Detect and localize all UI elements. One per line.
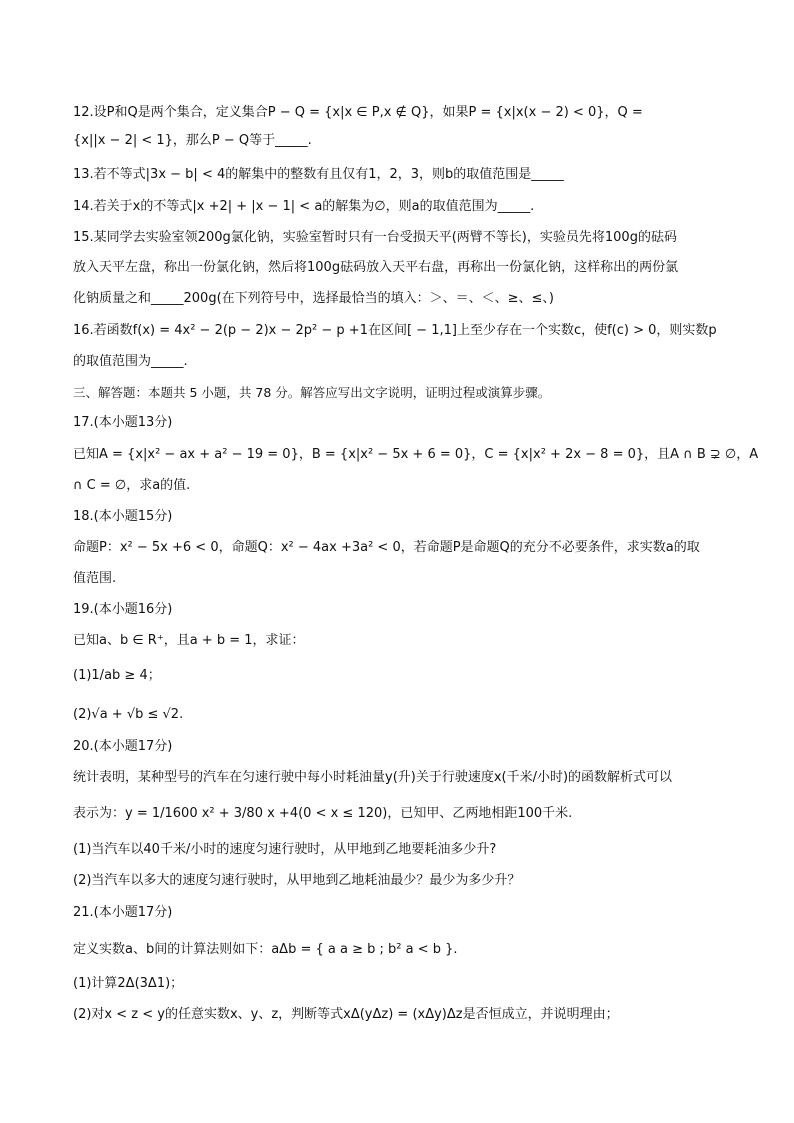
- q17-line-2: ∩ C = ∅，求a的值.: [73, 478, 191, 493]
- q20-line-1: 统计表明，某种型号的汽车在匀速行驶中每小时耗油量y(升)关于行驶速度x(千米/小时)的函数解析式可以: [73, 770, 673, 785]
- q15-line-1: 15.某同学去实验室领200g氯化钠，实验室暂时只有一台受损天平(两臂不等长)，实验员先将100g的砝码: [73, 230, 677, 245]
- q19-part-1: (1)1/ab ≥ 4；: [73, 668, 161, 683]
- q21-part-2: (2)对x < z < y的任意实数x、y、z，判断等式xΔ(yΔz) = (xΔy)Δz是否恒成立，并说明理由；: [73, 1007, 619, 1022]
- q21-line-1: 定义实数a、b间的计算法则如下：aΔb = { a a ≥ b ; b² a < b }.: [73, 942, 458, 957]
- q19-line-1: 已知a、b ∈ R⁺，且a + b = 1，求证：: [73, 633, 305, 648]
- q18-line-1: 命题P：x² − 5x +6 < 0，命题Q：x² − 4ax +3a² < 0，若命题P是命题Q的充分不必要条件，求实数a的取: [73, 540, 700, 555]
- q20-part-1: (1)当汽车以40千米/小时的速度匀速行驶时，从甲地到乙地要耗油多少升?: [73, 842, 497, 857]
- q16-line-1: 16.若函数f(x) = 4x² − 2(p − 2)x − 2p² − p +1在区间[ − 1,1]上至少存在一个实数c，使f(c) > 0，则实数p: [73, 323, 717, 338]
- q18-title: 18.(本小题15分): [73, 509, 173, 524]
- q19-part-2: (2)√a + √b ≤ √2.: [73, 707, 184, 722]
- q17-title: 17.(本小题13分): [73, 415, 173, 430]
- q12-line-1: 12.设P和Q是两个集合，定义集合P − Q = {x|x ∈ P,x ∉ Q}，如果P = {x|x(x − 2) < 0}，Q =: [73, 105, 643, 120]
- q19-title: 19.(本小题16分): [73, 602, 173, 617]
- q18-line-2: 值范围.: [73, 571, 117, 586]
- q17-line-1: 已知A = {x|x² − ax + a² − 19 = 0}，B = {x|x² − 5x + 6 = 0}，C = {x|x² + 2x − 8 = 0}，且A ∩ B ⊋ ∅，A: [73, 447, 759, 462]
- section-header: 三、解答题：本题共 5 小题，共 78 分。解答应写出文字说明，证明过程或演算步骤。: [73, 385, 551, 400]
- q12-line-2: {x||x − 2| < 1}，那么P − Q等于_____.: [73, 133, 312, 148]
- q15-line-2: 放入天平左盘，称出一份氯化钠，然后将100g砝码放入天平右盘，再称出一份氯化钠，这样称出的两份氯: [73, 260, 679, 275]
- q20-line-2: 表示为：y = 1/1600 x² + 3/80 x +4(0 < x ≤ 120)，已知甲、乙两地相距100千米.: [73, 806, 573, 821]
- q15-line-3: 化钠质量之和_____200g(在下列符号中，选择最恰当的填入：＞、＝、＜、≥、≤、): [73, 291, 554, 306]
- q14-line: 14.若关于x的不等式|x +2| + |x − 1| < a的解集为∅，则a的取值范围为_____.: [73, 199, 535, 214]
- q20-part-2: (2)当汽车以多大的速度匀速行驶时，从甲地到乙地耗油最少？最少为多少升？: [73, 873, 521, 888]
- q21-title: 21.(本小题17分): [73, 905, 173, 920]
- q16-line-2: 的取值范围为_____.: [73, 354, 188, 369]
- q21-part-1: (1)计算2Δ(3Δ1)；: [73, 976, 184, 991]
- q13-line: 13.若不等式|3x − b| < 4的解集中的整数有且仅有1，2，3，则b的取值范围是_____: [73, 167, 564, 182]
- q20-title: 20.(本小题17分): [73, 739, 173, 754]
